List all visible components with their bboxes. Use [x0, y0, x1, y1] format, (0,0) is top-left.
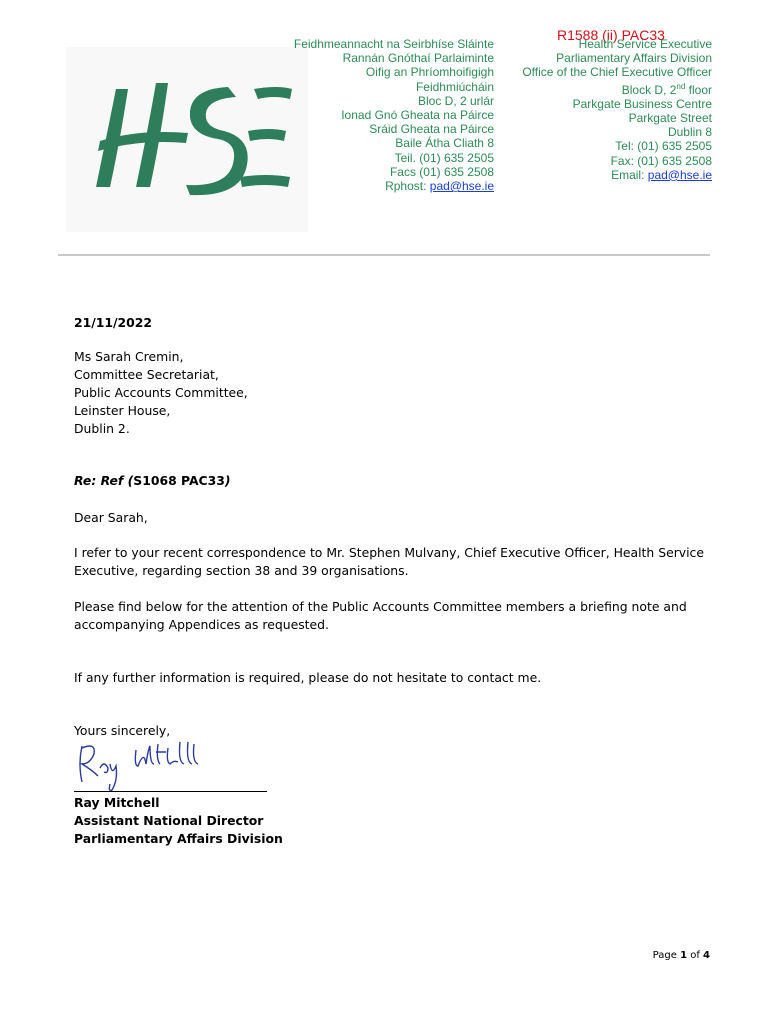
- signatory-name: Ray Mitchell: [74, 795, 160, 810]
- recipient-line: Public Accounts Committee,: [74, 385, 248, 400]
- address-line: Ionad Gnó Gheata na Páirce: [341, 108, 494, 123]
- email-label: Rphost:: [385, 179, 430, 194]
- page-number: Page 1 of 4: [652, 950, 710, 961]
- paragraph-2: Please find below for the attention of the Public Accounts Committee members a briefing note and accompanying Appendices as requested.: [74, 599, 687, 632]
- recipient-line: Dublin 2.: [74, 421, 130, 436]
- address-line: Bloc D, 2 urlár: [417, 93, 494, 108]
- address-line: Health Service Executive: [578, 37, 712, 51]
- hse-logo-mark: [78, 69, 298, 209]
- email-link[interactable]: pad@hse.ie: [647, 167, 712, 182]
- email-line: [522, 168, 712, 182]
- email-link[interactable]: pad@hse.ie: [429, 179, 494, 194]
- hse-logo: [66, 47, 308, 232]
- address-line: Teil. (01) 635 2505: [394, 150, 494, 165]
- address-line: Parkgate Business Centre: [572, 96, 712, 111]
- subject-line: Re: Ref (S1068 PAC33): [74, 473, 231, 488]
- address-line: Office of the Chief Executive Officer: [522, 65, 712, 80]
- header-divider: [58, 254, 710, 256]
- recipient-line: Ms Sarah Cremin,: [74, 349, 184, 364]
- reference-stamp: R1588 (ii) PAC33: [557, 27, 665, 43]
- handwritten-signature: [74, 736, 224, 792]
- email-line: [294, 179, 494, 193]
- greeting: Dear Sarah,: [74, 510, 148, 525]
- signatory-division: Parliamentary Affairs Division: [74, 831, 283, 846]
- letter-date: 21/11/2022: [74, 315, 153, 330]
- signatory-title: Assistant National Director: [74, 813, 264, 828]
- address-line: Sráid Gheata na Páirce: [369, 122, 494, 137]
- email-label: Email:: [611, 167, 648, 182]
- address-line: Fax: (01) 635 2508: [610, 153, 712, 168]
- address-irish: [294, 37, 494, 193]
- address-line: Oifig an Phríomhoifigigh: [365, 65, 494, 80]
- address-line: Tel: (01) 635 2505: [615, 139, 712, 154]
- address-english: [522, 37, 712, 182]
- address-line: Facs (01) 635 2508: [389, 164, 494, 179]
- paragraph-1: I refer to your recent correspondence to Mr. Stephen Mulvany, Chief Executive Officer, Health Service Executive, regarding section 38 and 39 organisations.: [74, 545, 704, 578]
- address-line: Parkgate Street: [628, 111, 712, 126]
- recipient-line: Leinster House,: [74, 403, 171, 418]
- address-line: Parliamentary Affairs Division: [556, 51, 712, 66]
- address-line: Rannán Gnóthaí Parlaiminte: [342, 51, 494, 66]
- closing: Yours sincerely,: [74, 723, 171, 738]
- address-line: Dublin 8: [667, 125, 712, 140]
- signatory-block: [74, 794, 283, 848]
- address-line: Feidhmiúcháin: [415, 79, 494, 94]
- address-line: Feidhmeannacht na Seirbhíse Sláinte: [293, 37, 494, 51]
- recipient-address: [74, 348, 248, 438]
- subject-reference: S1068 PAC33: [133, 473, 225, 488]
- address-line: Baile Átha Cliath 8: [395, 136, 494, 151]
- paragraph-3: If any further information is required, please do not hesitate to contact me.: [74, 670, 542, 685]
- address-line-floor: Block D, 2nd floor: [621, 81, 712, 97]
- signature-line: [74, 791, 267, 792]
- recipient-line: Committee Secretariat,: [74, 367, 219, 382]
